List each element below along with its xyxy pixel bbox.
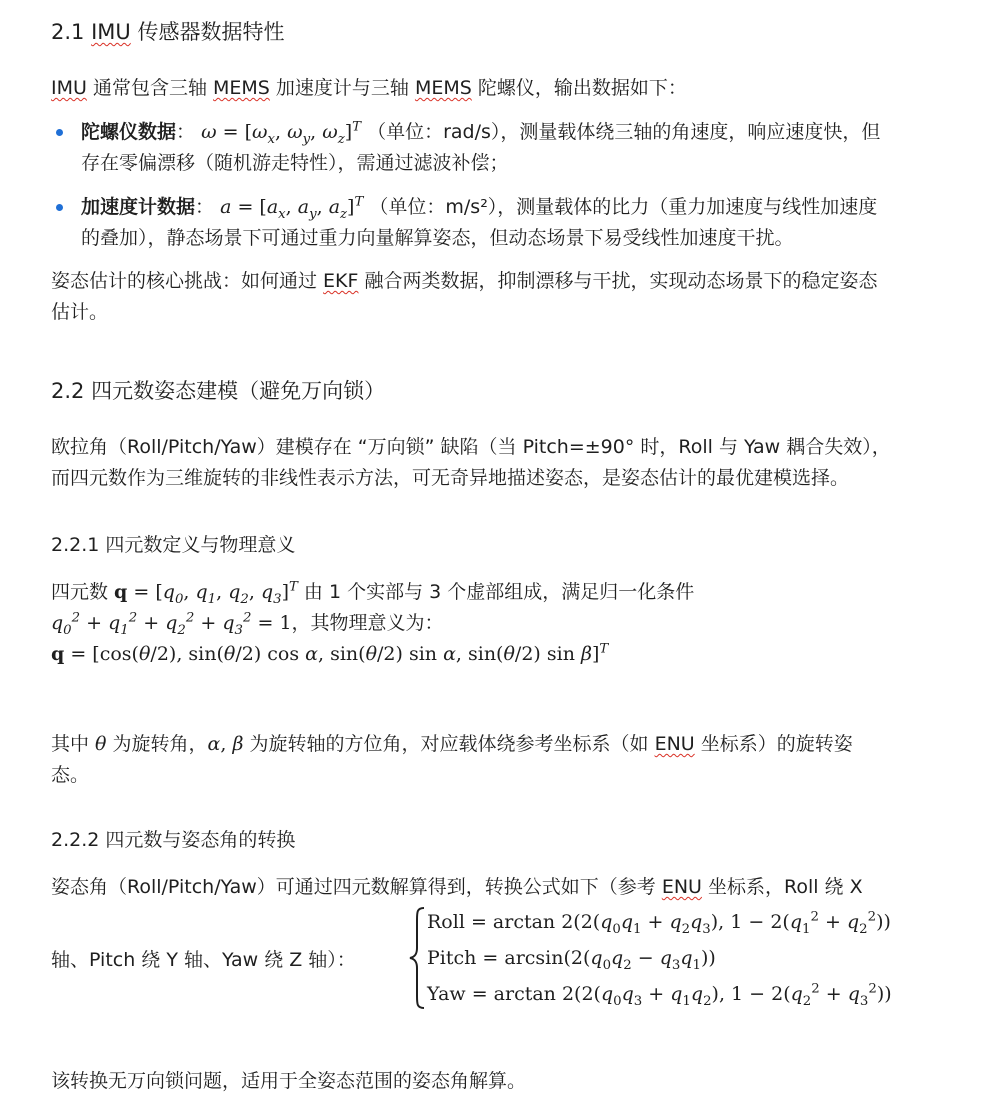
list-item-gyro [51, 117, 992, 179]
section-number: 2.1 [51, 20, 92, 44]
theta-symbol: θ [95, 733, 107, 755]
text-span: （单位：rad/s），测量载体绕三轴的角速度，响应速度快，但 [361, 121, 881, 143]
text-span: 态。 [51, 764, 90, 786]
title-rest: 传感器数据特性 [130, 20, 285, 44]
text-span: ，其物理意义为： [291, 612, 444, 634]
imu-intro [51, 73, 992, 104]
text-span: 加速度计与三轴 [269, 77, 415, 99]
challenge-paragraph [51, 266, 992, 328]
abbr-ekf: EKF [323, 270, 359, 292]
text-span: 存在零偏漂移（随机游走特性），需通过滤波补偿； [81, 152, 509, 174]
axis-mapping-text: 轴、Pitch 绕 Y 轴、Yaw 绕 Z 轴）： [51, 949, 356, 971]
accel-formula: $a = [a_x$, $a_y$, $a_z]^T$ [220, 194, 364, 222]
equation-system [427, 904, 892, 1012]
text-span: 融合两类数据，抑制漂移与干扰，实现动态场景下的稳定姿态 [358, 270, 878, 292]
text-span: 姿态估计的核心挑战：如何通过 [51, 270, 324, 292]
accel-term: 加速度计数据 [81, 196, 196, 218]
bullet-dot-icon [56, 129, 63, 136]
normalization-formula: $q_0^2 + q_1^2 + q_2^2 + q_3^2 = 1$ [51, 610, 292, 638]
section-2-2-title: 2.2 四元数姿态建模（避免万向锁） [51, 379, 386, 403]
text-span: 坐标系）的旋转姿 [694, 733, 853, 755]
gyro-term: 陀螺仪数据 [81, 121, 177, 143]
text-span: 而四元数作为三维旋转的非线性表示方法，可无奇异地描述姿态，是姿态估计的最优建模选择。 [51, 467, 850, 489]
text-span: ： [195, 196, 215, 218]
title-abbr-imu: IMU [91, 20, 131, 44]
text-span: 坐标系，Roll 绕 X [701, 876, 863, 898]
text-span: 的叠加），静态场景下可通过重力向量解算姿态，但动态场景下易受线性加速度干扰。 [81, 227, 794, 249]
conversion-intro [51, 872, 992, 903]
text-span: 为旋转角， [106, 733, 208, 755]
text-span: Yaw [427, 983, 466, 1005]
abbr-enu: ENU [654, 733, 695, 755]
gyro-formula: $\omega = [\omega_x$, $\omega_y$, $\omega_z]^T$ [201, 119, 362, 147]
text-span: 估计。 [51, 301, 109, 323]
conversion-equations [51, 902, 1001, 1014]
text-span: 由 1 个实部与 3 个虚部组成，满足归一化条件 [297, 581, 695, 603]
text-span: 四元数 [51, 581, 115, 603]
section-2-1-title [51, 17, 992, 48]
yaw-equation: Yaw = $\arctan 2(2(q_0q_3 + q_1q_2)$, $1 - 2(q_2^2 + q_3^2)$) [427, 981, 892, 1009]
conclusion: 该转换无万向锁问题，适用于全姿态范围的姿态角解算。 [51, 1070, 527, 1092]
text-span: Pitch [427, 947, 477, 969]
abbr-mems: MEMS [414, 77, 472, 99]
bullet-dot-icon [56, 204, 63, 211]
text-span: 其中 [51, 733, 96, 755]
alpha-beta-symbol: α, β [207, 733, 244, 755]
euler-paragraph [51, 432, 992, 494]
text-span: 通常包含三轴 [86, 77, 213, 99]
list-item-accel [51, 192, 992, 254]
text-span: ： [176, 121, 196, 143]
quaternion-formula: $q = [q_0$, $q_1$, $q_2$, $q_3]^T$ [114, 579, 298, 607]
text-span: （单位：m/s²），测量载体的比力（重力加速度与线性加速度 [363, 196, 878, 218]
angle-explanation [51, 729, 992, 791]
text-span: Roll [427, 911, 465, 933]
section-2-2-2-title: 2.2.2 四元数与姿态角的转换 [51, 829, 296, 851]
roll-equation: Roll = $\arctan 2(2(q_0q_1 + q_2q_3)$, $1 - 2(q_1^2 + q_2^2)$) [427, 909, 891, 937]
abbr-imu: IMU [51, 77, 87, 99]
text-span: 陀螺仪，输出数据如下： [471, 77, 687, 99]
text-span: 姿态角（Roll/Pitch/Yaw）可通过四元数解算得到，转换公式如下（参考 [51, 876, 662, 898]
left-brace-icon [407, 906, 427, 1010]
pitch-equation: Pitch = $\arcsin(2(q_0q_2 - q_3q_1))$ [427, 947, 716, 973]
abbr-mems: MEMS [213, 77, 270, 99]
physical-meaning-formula: q = [cos(θ/2), sin(θ/2) cos α, sin(θ/2) sin α, sin(θ/2) sin β]$^T$ [51, 641, 609, 665]
abbr-enu: ENU [661, 876, 702, 898]
quaternion-definition [51, 577, 992, 670]
text-span: 欧拉角（Roll/Pitch/Yaw）建模存在 “万向锁” 缺陷（当 Pitch=±90° 时，Roll 与 Yaw 耦合失效）， [51, 436, 891, 458]
text-span: 为旋转轴的方位角，对应载体绕参考坐标系（如 [243, 733, 655, 755]
section-2-2-1-title: 2.2.1 四元数定义与物理意义 [51, 534, 296, 556]
